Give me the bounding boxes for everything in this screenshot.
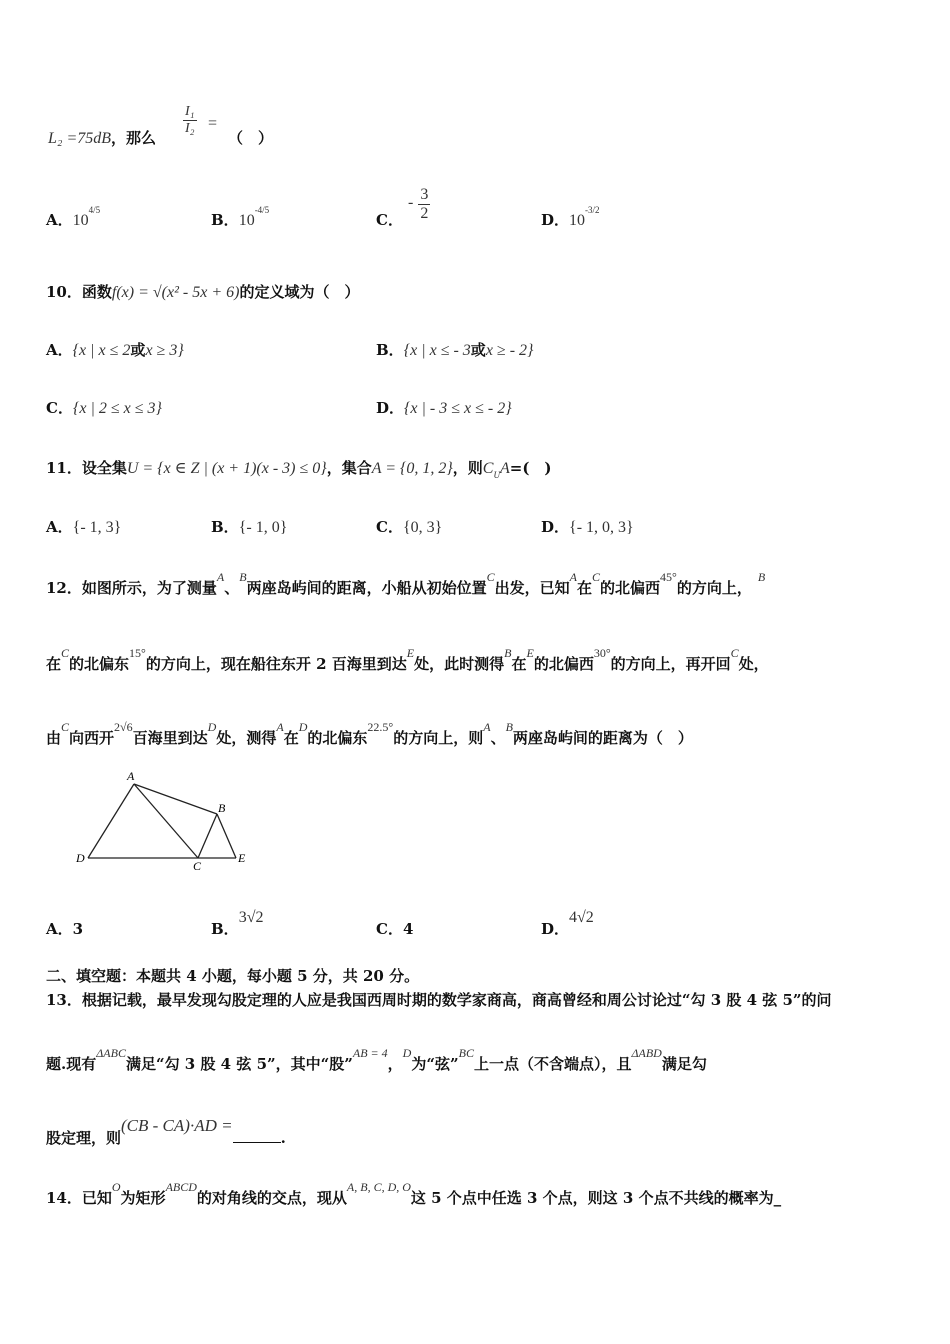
q9-frac-num: I₁ (185, 104, 195, 119)
section-2-heading: 二、填空题：本题共 4 小题，每小题 5 分，共 20 分。 (46, 967, 420, 985)
q10-option-a: A．{x | x ≤ 2或x ≥ 3} (46, 341, 184, 359)
q11-set-u: U = {x ∈ Z | (x + 1)(x - 3) ≤ 0} (126, 460, 327, 477)
q9-l2-math: L₂ =75dB (48, 130, 112, 147)
q12-line-1: 12．如图所示，为了测量$^A$、$^B$两座岛屿间的距离，小船从初始位置$^C$出发，已知$^A$在$^C$的北偏西$^{45^\circ}$的方向上，$^B$ (46, 570, 766, 597)
q10-stem: 10．函数f(x) = √(x² - 5x + 6)的定义域为（ ） (46, 283, 360, 301)
q9-option-d: D．$10^{-3/2}$ (541, 205, 600, 229)
q9-frac-den: I₂ (185, 121, 195, 136)
q9-option-c-math: - $\frac{3}{2}$ (408, 186, 429, 222)
q11-option-b: B．{- 1, 0} (211, 518, 288, 536)
q11-option-c: C．{0, 3} (376, 518, 443, 536)
q11-option-a: A．{- 1, 3} (46, 518, 122, 536)
q13-answer-blank[interactable] (233, 1128, 281, 1143)
line-cb (198, 814, 217, 858)
q9-paren: （ ） (228, 129, 274, 147)
q9-equals: = (208, 115, 218, 132)
q9-option-b: B．$10^{-4/5}$ (211, 205, 270, 229)
q12-option-c: C．4 (376, 920, 414, 938)
q12-option-d: D．4√2 (541, 909, 594, 938)
label-e: E (238, 851, 246, 865)
q12-line-3: 由$^C$向西开$^{2√6}$百海里到达$^D$处，测得$^A$在$^D$的北偏东$^{22.5^\circ}$的方向上，则$^A$、$^B$两座岛屿间的距离为（ ） (46, 720, 693, 747)
label-d: D (76, 851, 85, 865)
label-b: B (218, 801, 226, 815)
q9-option-a: A．$10^{4/5}$ (46, 205, 101, 229)
q11-option-d: D．{- 1, 0, 3} (541, 518, 634, 536)
label-a: A (127, 769, 135, 783)
q9-option-c: C． (376, 211, 403, 229)
q13-line-2: 题.现有$^{\Delta ABC}$满足“勾 3 股 4 弦 5”，其中“股”$^{AB = 4}$，$^D$为“弦”$^{BC}$上一点（不含端点），且$^{\Delta ABD}$满足勾 (46, 1046, 707, 1073)
q10-option-d: D．{x | - 3 ≤ x ≤ - 2} (376, 399, 512, 417)
q9-intro (48, 128, 156, 149)
q11-stem: 11．设全集U = {x ∈ Z | (x + 1)(x - 3) ≤ 0}，集合A = {0, 1, 2}，则$C_UA=$( ) (46, 459, 552, 480)
q12-option-b: B．3√2 (211, 909, 264, 938)
q12-triangle-figure (70, 766, 260, 876)
q9-fraction (183, 104, 197, 137)
q13-line-3: 股定理，则(CB - CA)·AD =. (46, 1116, 286, 1147)
q11-set-a: A = {0, 1, 2} (371, 460, 453, 477)
line-da (88, 784, 134, 858)
label-c: C (193, 859, 202, 873)
q13-line-1: 13．根据记载，最早发现勾股定理的人应是我国西周时期的数学家商高，商高曾经和周公讨论过“勾 3 股 4 弦 5”的问 (46, 991, 832, 1009)
q12-line-2: 在$^C$的北偏东$^{15^\circ}$的方向上，现在船往东开 2 百海里到达$^E$处，此时测得$^B$在$^E$的北偏西$^{30^\circ}$的方向上，再开回$^C$处， (46, 646, 769, 673)
q14-stem: 14．已知$^O$为矩形$^{ABCD}$的对角线的交点，现从$^{A, B, C, D, O}$这 5 个点中任选 3 个点，则这 3 个点不共线的概率为_ (46, 1180, 782, 1207)
q9-intro-text: ，那么 (111, 129, 157, 147)
line-be (217, 814, 236, 858)
q10-option-c: C．{x | 2 ≤ x ≤ 3} (46, 399, 162, 417)
q10-option-b: B．{x | x ≤ - 3或x ≥ - 2} (376, 341, 534, 359)
q12-option-a: A．3 (46, 920, 84, 938)
q10-function: f(x) = √(x² - 5x + 6) (111, 284, 240, 301)
